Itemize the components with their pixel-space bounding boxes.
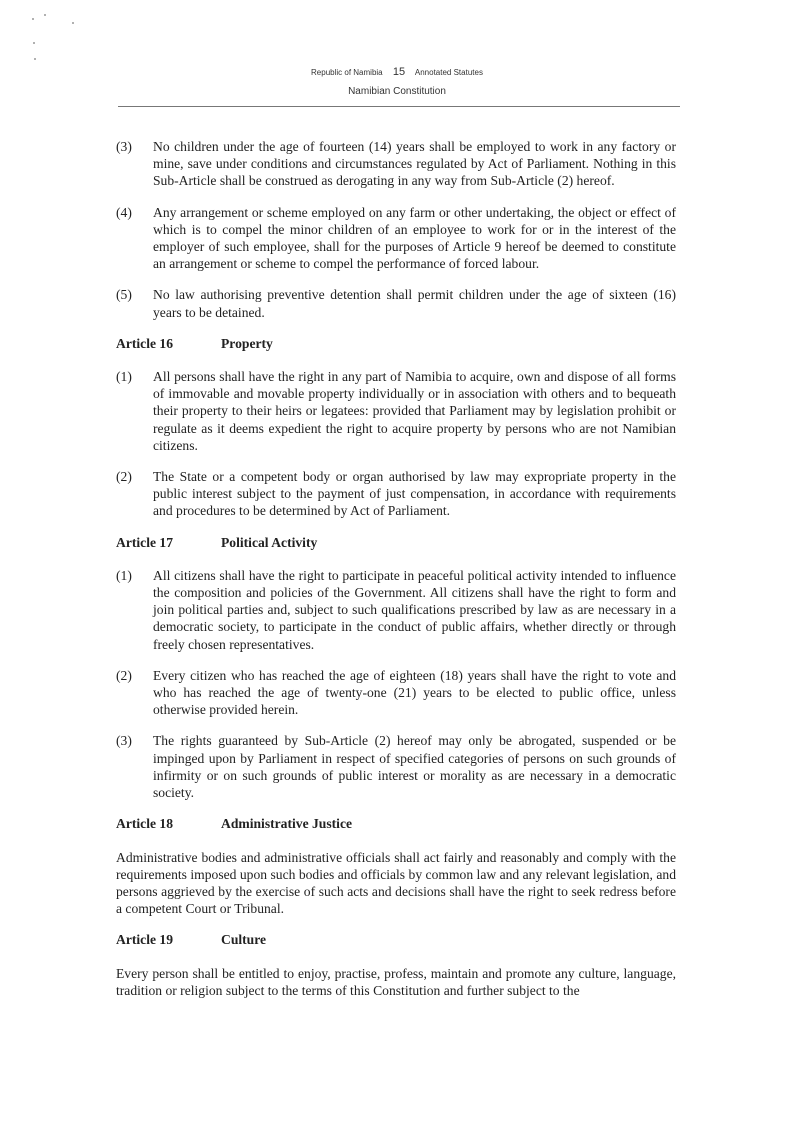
article-heading (116, 931, 676, 948)
article-number: Article 17 (116, 534, 173, 550)
sub-article-number: (4) (116, 204, 132, 220)
sub-article (116, 667, 676, 719)
sub-article (116, 286, 676, 320)
article-number: Article 19 (116, 932, 173, 948)
sub-article (116, 204, 676, 273)
sub-article (116, 567, 676, 653)
sub-article-number: (3) (116, 733, 132, 749)
page-number: 15 (392, 66, 406, 78)
sub-article (116, 468, 676, 520)
sub-article-text: All persons shall have the right in any part of Namibia to acquire, own and dispose of all forms of immovable and movable property individually or in association with others and to bequeath their property to their heirs or legatees: provided that Parliament may by legislation prohibit or regulate as it deems expedient the right to acquire property by persons who are not Namibian citizens. (153, 369, 676, 453)
article-number: Article 16 (116, 335, 173, 351)
running-header (0, 66, 794, 78)
sub-article-number: (1) (116, 369, 132, 385)
sub-article (116, 138, 676, 190)
article-paragraph: Every person shall be entitled to enjoy, practise, profess, maintain and promote any culture, language, tradition or religion subject to the terms of this Constitution and further subject to the (116, 965, 676, 998)
sub-article-text: The rights guaranteed by Sub-Article (2) hereof may only be abrogated, suspended or be impinged upon by Parliament in respect of specified categories of persons on such grounds of infirmity or on such grounds of public interest or morality as are necessary in a democratic society. (153, 733, 676, 801)
sub-article-number: (2) (116, 469, 132, 485)
scan-specks (30, 14, 90, 64)
header-subtitle: Namibian Constitution (348, 86, 446, 97)
sub-article-number: (5) (116, 287, 132, 303)
sub-article-text: No law authorising preventive detention shall permit children under the age of sixteen (16) years to be detained. (153, 287, 676, 320)
sub-article-text: All citizens shall have the right to participate in peaceful political activity intended to influence the composition and policies of the Government. All citizens shall have the right to form and join political parties and, subject to such qualifications prescribed by law as are necessary in a democratic society, to participate in the conduct of public affairs, whether directly or through freely chosen representatives. (153, 567, 676, 652)
document-body (116, 138, 676, 1013)
article-number: Article 18 (116, 816, 173, 832)
sub-article (116, 368, 676, 454)
article-title: Political Activity (221, 534, 318, 550)
sub-article-number: (2) (116, 667, 132, 683)
sub-article-text: No children under the age of fourteen (14) years shall be employed to work in any factory or mine, save under conditions and circumstances regulated by Act of Parliament. Nothing in this Sub-Article shall be construed as derogating in any way from Sub-Article (2) hereof. (153, 139, 676, 189)
sub-article-text: Every citizen who has reached the age of eighteen (18) years shall have the right to vote and who has reached the age of twenty-one (21) years to be elected to public office, unless otherwise provided herein. (153, 667, 676, 718)
sub-article-text: Any arrangement or scheme employed on any farm or other undertaking, the object or effect of which is to compel the minor children of an employee to work for or in the interest of the employer of such employee, shall for the purposes of Article 9 hereof be deemed to constitute an arrangement or scheme to compel the performance of forced labour. (153, 204, 676, 272)
article-paragraph: Administrative bodies and administrative officials shall act fairly and reasonably and comply with the requirements imposed upon such bodies and officials by common law and any relevant legislation, and persons aggrieved by the exercise of such acts and decisions shall have the right to seek redress before a competent Court or Tribunal. (116, 849, 676, 917)
article-title: Culture (221, 932, 267, 948)
sub-article-number: (1) (116, 567, 132, 583)
article-title: Property (221, 335, 273, 351)
header-left: Republic of Namibia (311, 68, 383, 77)
sub-article-text: The State or a competent body or organ authorised by law may expropriate property in the public interest subject to the payment of just compensation, in accordance with requirements and procedures to be determined by Act of Parliament. (153, 469, 676, 519)
sub-article (116, 732, 676, 801)
sub-article-number: (3) (116, 139, 132, 154)
article-heading (116, 815, 676, 832)
header-right: Annotated Statutes (414, 68, 483, 77)
article-title: Administrative Justice (221, 816, 353, 832)
header-rule (118, 106, 680, 107)
article-heading (116, 335, 676, 352)
article-heading (116, 534, 676, 551)
